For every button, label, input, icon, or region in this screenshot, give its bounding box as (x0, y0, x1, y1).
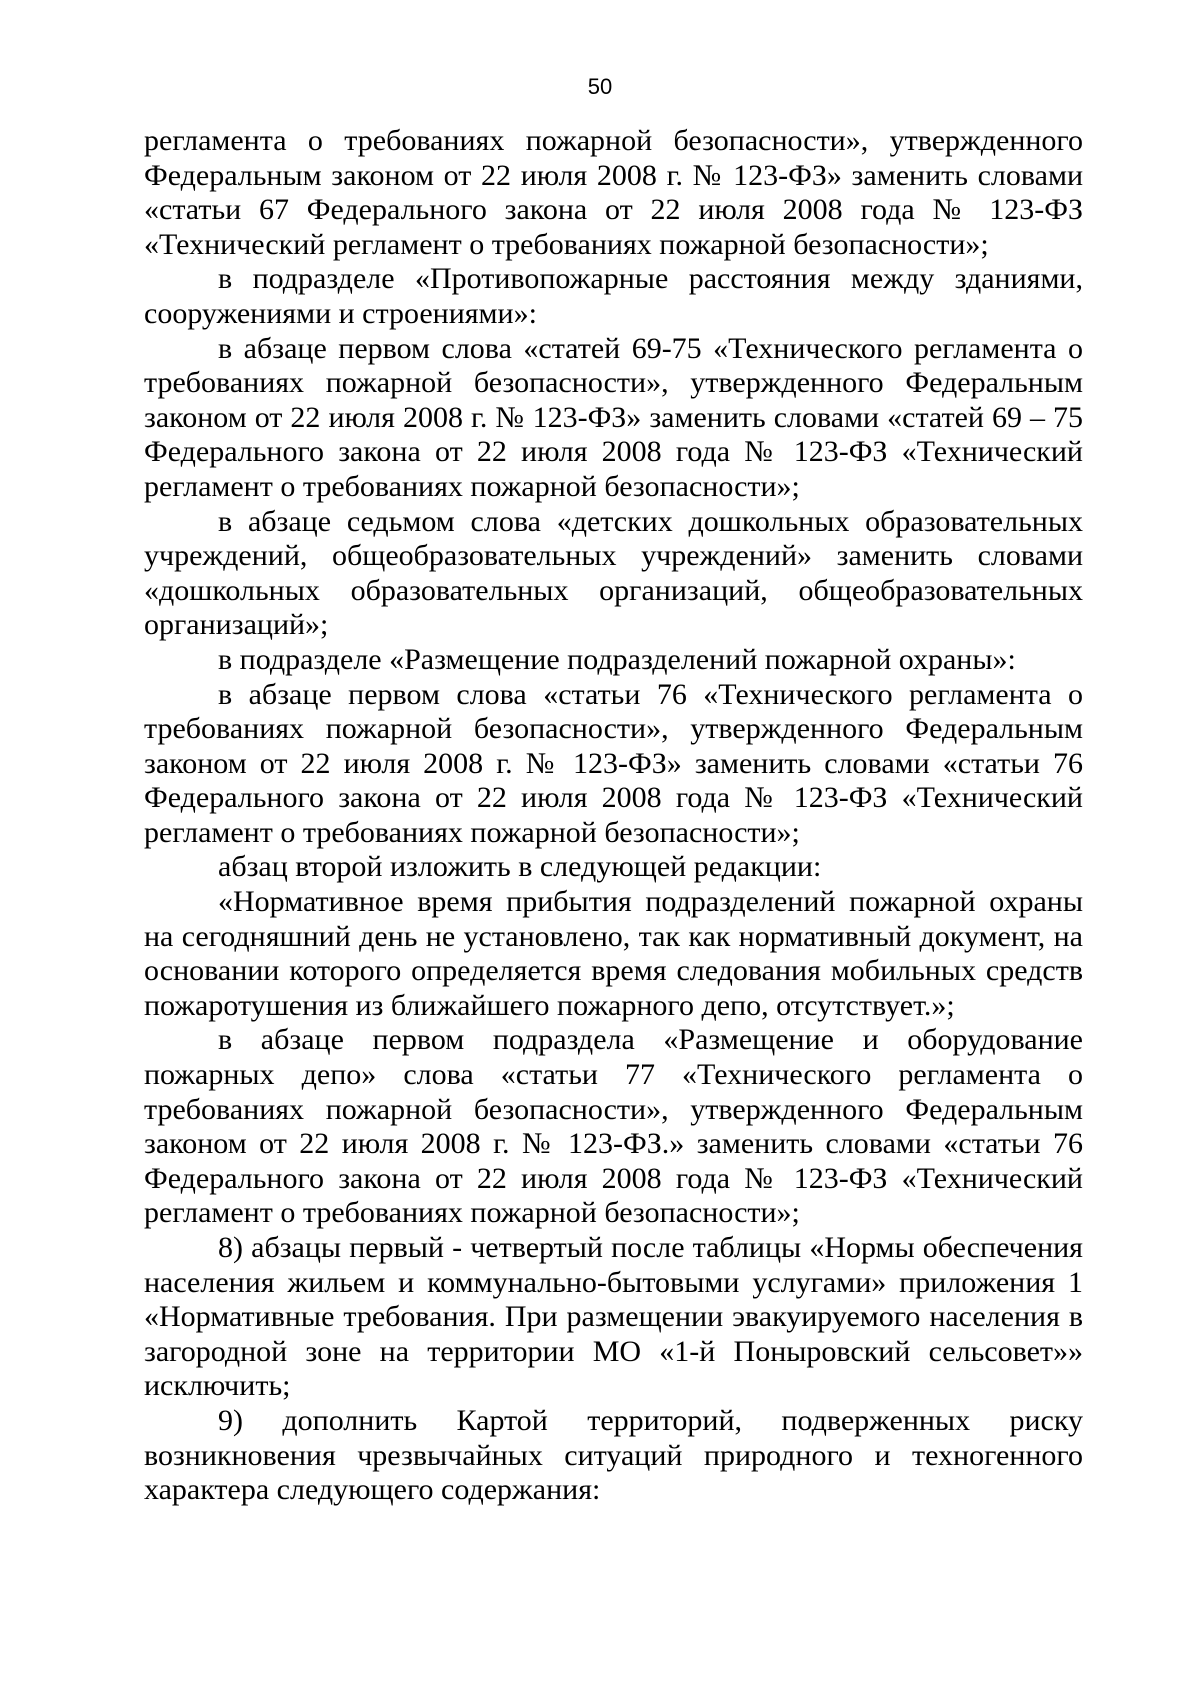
paragraph: в абзаце первом слова «статьи 76 «Технического регламента о требованиях пожарной безопасности», утвержденного Федеральным законом от 22 июля 2008 г. № 123-ФЗ» заменить словами «статьи 76 Федерального закона от 22 июля 2008 года № 123-ФЗ «Технический регламент о требованиях пожарной безопасности»; (144, 677, 1083, 849)
paragraph: в подразделе «Размещение подразделений пожарной охраны»: (218, 642, 1016, 676)
paragraph: 9) дополнить Картой территорий, подверженных риску возникновения чрезвычайных ситуаций природного и техногенного характера следующего содержания: (144, 1403, 1083, 1507)
paragraph: «Нормативное время прибытия подразделений пожарной охраны на сегодняшний день не установлено, так как нормативный документ, на основании которого определяется время следования мобильных средств пожаротушения из ближайшего пожарного депо, отсутствует.»; (144, 885, 1083, 1022)
document-body (144, 124, 1083, 1508)
page-number: 50 (587, 74, 613, 99)
paragraph: 8) абзацы первый - четвертый после таблицы «Нормы обеспечения населения жильем и коммунально-бытовыми услугами» приложения 1 «Нормативные требования. При размещении эвакуируемого населения в загородной зоне на территории МО «1-й Поныровский сельсовет»» исключить; (144, 1231, 1083, 1403)
paragraph: регламента о требованиях пожарной безопасности», утвержденного Федеральным законом от 22 июля 2008 г. № 123-ФЗ» заменить словами «статьи 67 Федерального закона от 22 июля 2008 года № 123-ФЗ «Технический регламент о требованиях пожарной безопасности»; (144, 124, 1083, 261)
paragraph: в абзаце первом слова «статей 69-75 «Технического регламента о требованиях пожарной безопасности», утвержденного Федеральным законом от 22 июля 2008 г. № 123-ФЗ» заменить словами «статей 69 – 75 Федерального закона от 22 июля 2008 года № 123-ФЗ «Технический регламент о требованиях пожарной безопасности»; (144, 331, 1083, 503)
paragraph: в абзаце седьмом слова «детских дошкольных образовательных учреждений, общеобразовательных учреждений» заменить словами «дошкольных образовательных организаций, общеобразовательных организаций»; (144, 504, 1083, 642)
paragraph: в абзаце первом подраздела «Размещение и оборудование пожарных депо» слова «статьи 77 «Технического регламента о требованиях пожарной безопасности», утвержденного Федеральным законом от 22 июля 2008 г. № 123-ФЗ.» заменить словами «статьи 76 Федерального закона от 22 июля 2008 года № 123-ФЗ «Технический регламент о требованиях пожарной безопасности»; (144, 1023, 1083, 1230)
paragraph: в подразделе «Противопожарные расстояния между зданиями, сооружениями и строениями»: (144, 262, 1083, 330)
paragraph: абзац второй изложить в следующей редакции: (218, 850, 822, 884)
